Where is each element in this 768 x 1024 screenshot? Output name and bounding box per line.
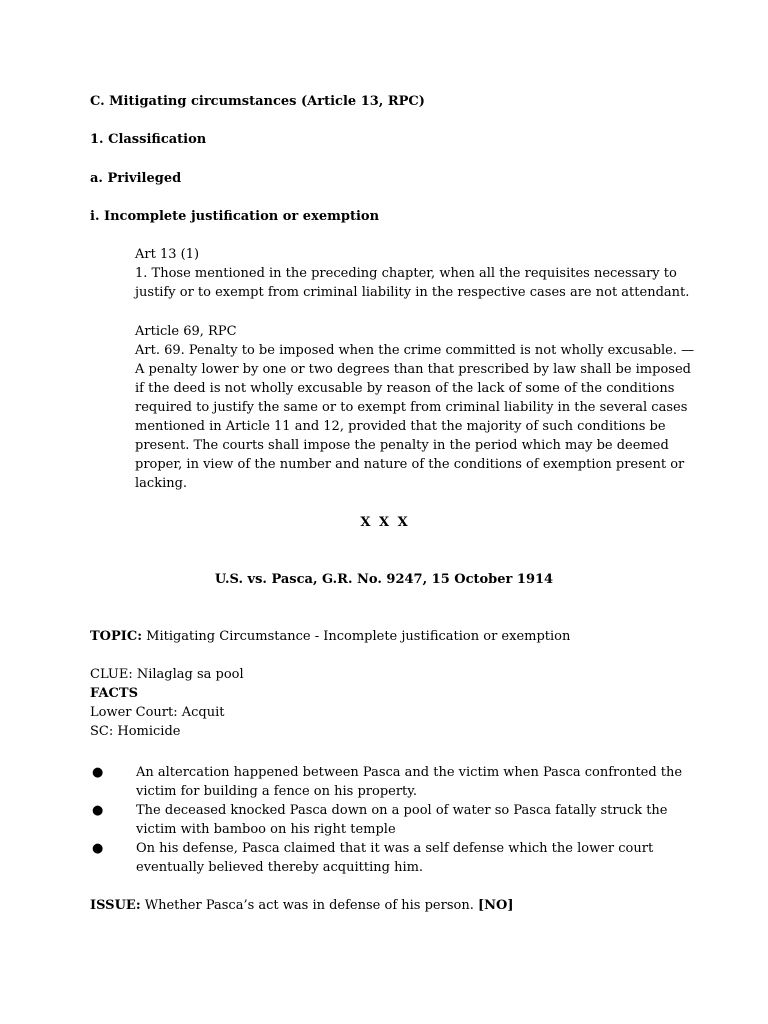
- list-item: [90, 839, 700, 877]
- bullet-icon: ●: [92, 841, 104, 856]
- lower-court-line: Lower Court: Acquit: [90, 705, 225, 720]
- art69-block: [135, 322, 695, 493]
- art69-title: Article 69, RPC: [135, 324, 237, 339]
- fact-text: An altercation happened between Pasca and the victim when Pasca confronted the victim for building a fence on his property.: [136, 765, 683, 799]
- facts-heading: FACTS: [90, 686, 138, 701]
- list-item: [90, 763, 700, 801]
- fact-text: The deceased knocked Pasca down on a pool of water so Pasca fatally struck the victim with bamboo on his right temple: [136, 803, 668, 837]
- bullet-icon: ●: [92, 803, 104, 818]
- facts-list: [90, 763, 700, 877]
- issue-label: ISSUE:: [90, 898, 141, 913]
- fact-text: On his defense, Pasca claimed that it was a self defense which the lower court eventually believed thereby acquitting him.: [136, 841, 654, 875]
- topic-label: TOPIC:: [90, 629, 142, 644]
- issue-text: Whether Pasca’s act was in defense of his person.: [140, 898, 478, 913]
- topic-line: [90, 627, 570, 646]
- bullet-icon: ●: [92, 765, 104, 780]
- classification-heading: 1. Classification: [90, 132, 207, 147]
- topic-text: Mitigating Circumstance - Incomplete justification or exemption: [142, 629, 571, 644]
- section-heading: C. Mitigating circumstances (Article 13, RPC): [90, 94, 425, 109]
- art13-title: Art 13 (1): [135, 247, 200, 262]
- issue-answer: [NO]: [477, 898, 514, 913]
- art13-text: 1. Those mentioned in the preceding chapter, when all the requisites necessary to justify or to exempt from criminal liability in the respective cases are not attendant.: [135, 266, 690, 300]
- art69-text: Art. 69. Penalty to be imposed when the crime committed is not wholly excusable. — A penalty lower by one or two degrees than that prescribed by law shall be imposed if the deed is not wholly excusable by reason of the lack of some of the conditions required to justify the same or to exempt from criminal liability in the several cases mentioned in Article 11 and 12, provided that the majority of such conditions be present. The courts shall impose the penalty in the period which may be deemed proper, in view of the number and nature of the conditions of exemption present or lacking.: [135, 343, 695, 491]
- case-title: U.S. vs. Pasca, G.R. No. 9247, 15 October 1914: [214, 572, 554, 587]
- list-item: [90, 801, 700, 839]
- section-separator: X X X: [360, 515, 408, 530]
- clue-line: CLUE: Nilaglag sa pool: [90, 667, 244, 682]
- incomplete-heading: i. Incomplete justification or exemption: [90, 209, 380, 224]
- issue-line: [90, 896, 513, 915]
- art13-block: [135, 245, 695, 302]
- privileged-heading: a. Privileged: [90, 171, 182, 186]
- sc-line: SC: Homicide: [90, 724, 181, 739]
